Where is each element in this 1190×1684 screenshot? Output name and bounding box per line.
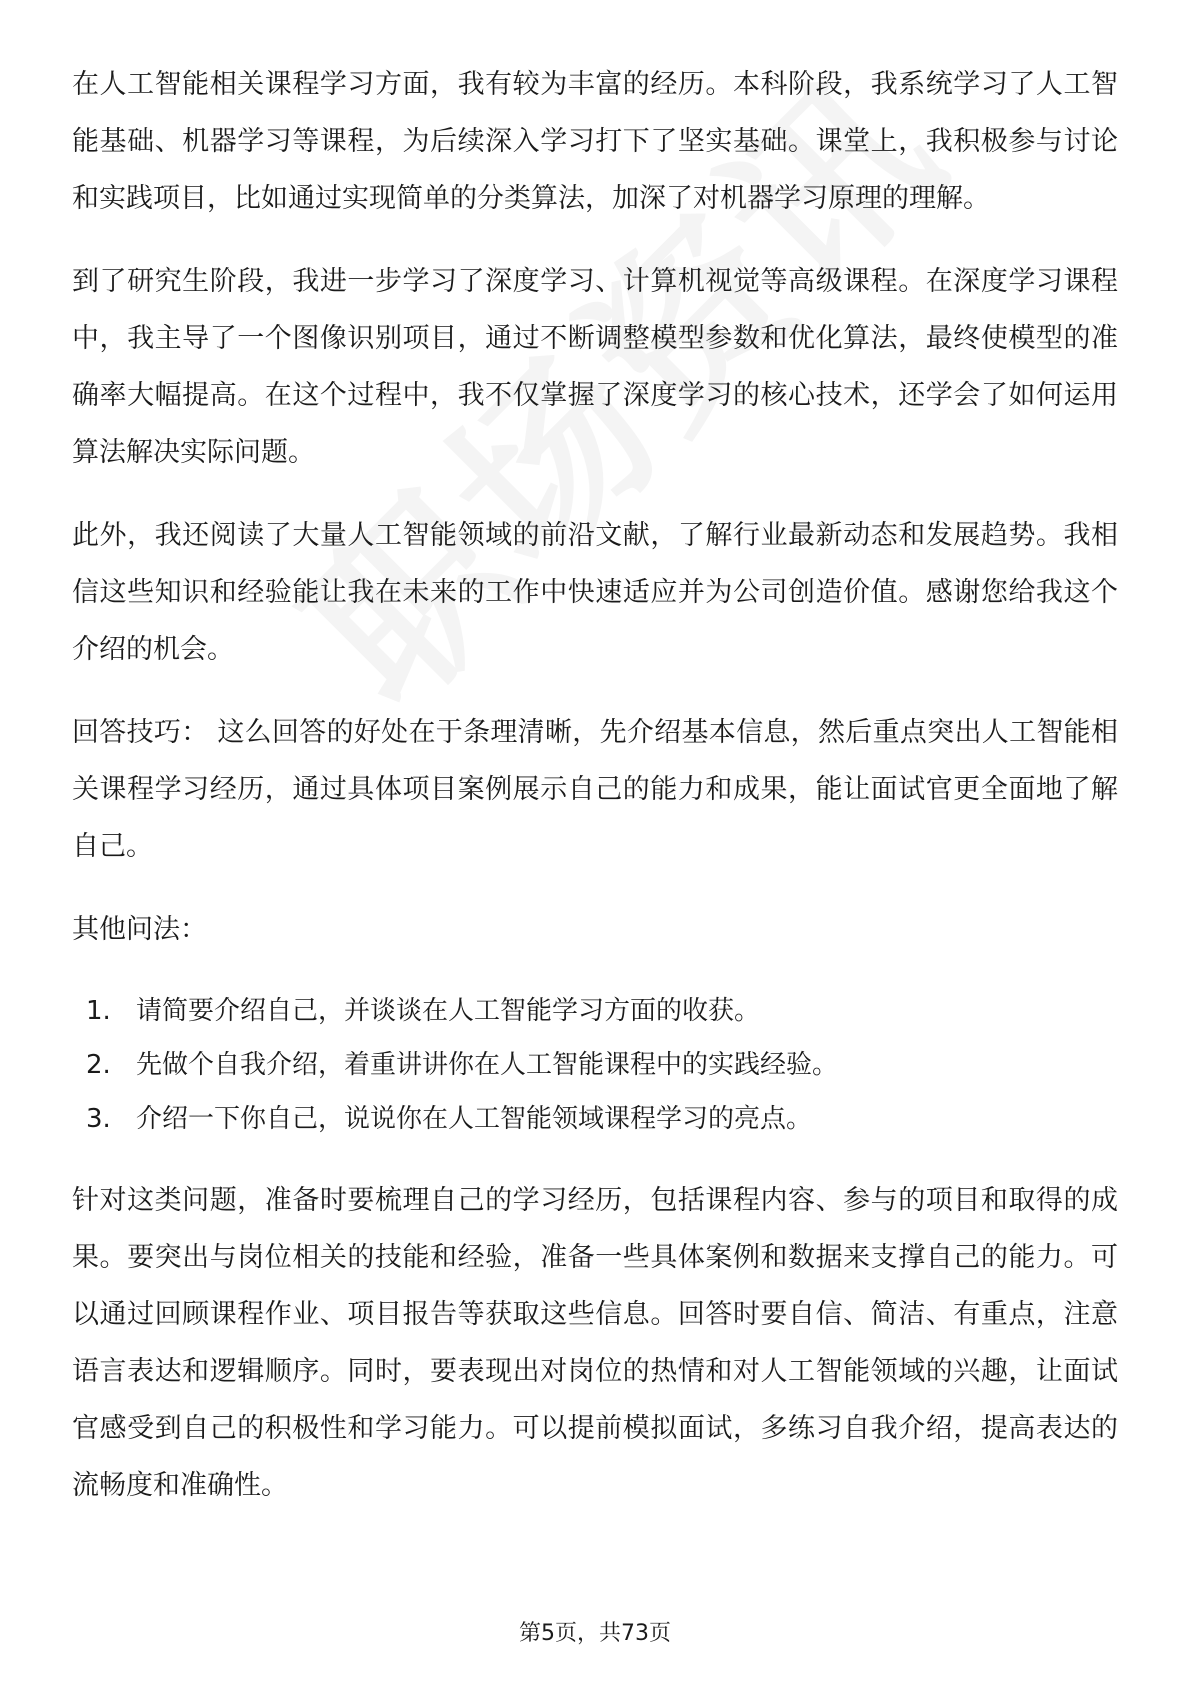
paragraph-literature: 此外，我还阅读了大量人工智能领域的前沿文献，了解行业最新动态和发展趋势。我相信这些知识和经验能让我在未来的工作中快速适应并为公司创造价值。感谢您给我这个介绍的机会。: [72, 520, 1118, 665]
list-text: 请简要介绍自己，并谈谈在人工智能学习方面的收获。: [136, 996, 761, 1026]
paragraph-graduate: 到了研究生阶段，我进一步学习了深度学习、计算机视觉等高级课程。在深度学习课程中，我主导了一个图像识别项目，通过不断调整模型参数和优化算法，最终使模型的准确率大幅提高。在这个过程中，我不仅掌握了深度学习的核心技术，还学会了如何运用算法解决实际问题。: [72, 266, 1118, 468]
paragraph-preparation-advice: 针对这类问题，准备时要梳理自己的学习经历，包括课程内容、参与的项目和取得的成果。要突出与岗位相关的技能和经验，准备一些具体案例和数据来支撑自己的能力。可以通过回顾课程作业、项目报告等获取这些信息。回答时要自信、简洁、有重点，注意语言表达和逻辑顺序。同时，要表现出对岗位的热情和对人工智能领域的兴趣，让面试官感受到自己的积极性和学习能力。可以提前模拟面试，多练习自我介绍，提高表达的流畅度和准确性。: [72, 1185, 1118, 1501]
paragraph-undergrad: 在人工智能相关课程学习方面，我有较为丰富的经历。本科阶段，我系统学习了人工智能基础、机器学习等课程，为后续深入学习打下了坚实基础。课堂上，我积极参与讨论和实践项目，比如通过实现简单的分类算法，加深了对机器学习原理的理解。: [72, 69, 1118, 214]
list-item: [72, 1038, 1118, 1092]
page-number-footer: 第5页，共73页: [519, 1621, 671, 1646]
other-questions-list: [72, 984, 1118, 1146]
document-body: [72, 56, 1118, 1540]
paragraph-answer-tips: 回答技巧： 这么回答的好处在于条理清晰，先介绍基本信息，然后重点突出人工智能相关课程学习经历，通过具体项目案例展示自己的能力和成果，能让面试官更全面地了解自己。: [72, 717, 1118, 862]
list-number: 2.: [86, 1050, 111, 1080]
list-number: 3.: [86, 1104, 111, 1134]
list-text: 介绍一下你自己，说说你在人工智能领域课程学习的亮点。: [136, 1104, 813, 1134]
paragraph-other-questions-heading: 其他问法：: [72, 914, 207, 945]
list-item: [72, 984, 1118, 1038]
list-item: [72, 1092, 1118, 1146]
list-text: 先做个自我介绍，着重讲讲你在人工智能课程中的实践经验。: [136, 1050, 839, 1080]
list-number: 1.: [86, 996, 111, 1026]
